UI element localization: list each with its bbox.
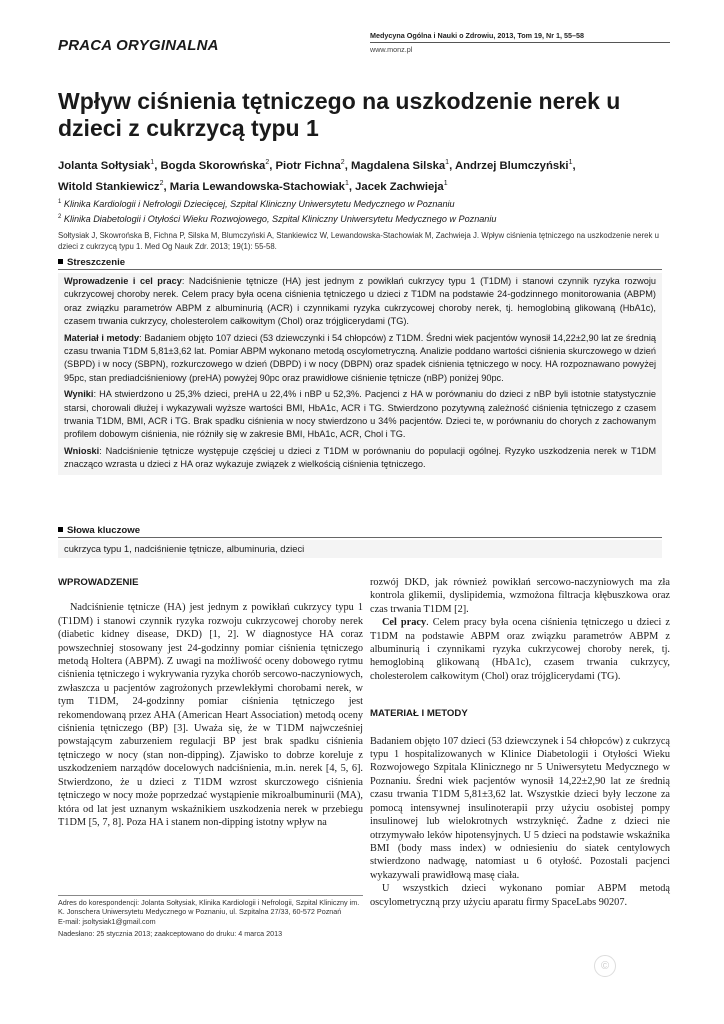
author-list (58, 154, 678, 196)
section-label: PRACA ORYGINALNA (58, 37, 219, 54)
copyright-watermark-icon: © (594, 955, 616, 977)
methods-paragraph: Badaniem objęto 107 dzieci (53 dziewczynek i 54 chłopców) z cukrzycą typu 1 hospitalizowanych w Klinice Diabetologii i Otyłości Wieku Rozwojowego Szpitala Klinicznego nr 5 Uniwersytetu Medycznego w Poznaniu. Średni wiek pacjentów wynosił 14,22±2,90 lat ze średnią czasu trwania T1DM 5,81±3,62 lat. Wszystkie dzieci były leczone za pomocą intensywnej insulinoterapii przy użyciu osobistej pompy insulinowej lub wielokrotnych wstrzyknięć. Żadne z dzieci nie otrzymywało leków hipotensyjnych. U 5 dzieci na podstawie wskaźnika BMI (body mass index) w odniesieniu do siatek centylowych stwierdzono nadwagę, natomiast u 6 otyłość. Pozostali pacjenci wykazywali prawidłową masę ciała. (370, 735, 670, 881)
submission-dates: Nadesłano: 25 stycznia 2013; zaakceptowano do druku: 4 marca 2013 (58, 929, 283, 939)
affiliation: $^2$ Klinika Diabetologii i Otyłości Wieku Rozwojowego, Szpital Kliniczny Uniwersytetu Medycznego w Poznaniu (58, 213, 497, 224)
aim-paragraph: Cel pracy. Celem pracy była ocena ciśnienia tętniczego u dzieci z T1DM na podstawie ABPM oraz związku parametrów ABPM z albuminurią i czynnikami ryzyka cukrzycowej choroby nerek, tj. hemoglobiną glikowaną (HbA1c), czasem trwania cukrzycy, cholesterolem całkowitym (Chol) oraz trójglicerydami (TG). (370, 617, 670, 682)
author: Witold Stankiewicz$^2$, (58, 179, 170, 193)
abstract-results: Wyniki: HA stwierdzono u 25,3% dzieci, preHA u 22,4% i nBP u 52,3%. Pacjenci z HA w porównaniu do dzieci z nBP byli istotnie statystycznie starsi, chorowali dłużej i wykazywali wyższe wartości BMI, HbA1c, ACR i TG. Stwierdzono pozytywną zależność ciśnienia tętniczego z czasem trwania T1DM, BMI, ACR i TG. Brak spadku ciśnienia w nocy stwierdzono u 34% pacjentów. Dzieci te, w porównaniu do chorych z zachowanym profilem dobowym ciśnienia, nie różniły się w zakresie BMI, HbA1c, ACR, Chol i TG. (64, 389, 656, 440)
abstract-intro: Wprowadzenie i cel pracy: Nadciśnienie tętnicze (HA) jest jednym z powikłań cukrzycy typu 1 (T1DM) i stanowi czynnik ryzyka rozwoju cukrzycowej choroby nerek. Celem pracy była ocena ciśnienia tętniczego u dzieci z T1DM na podstawie 24-godzinnego monitorowania (ABPM) oraz związku parametrów ABPM z albuminurią (ACR) i czynnikami ryzyka cukrzycowej choroby nerek, tj. hemoglobiną glikowaną (HbA1c), czasem trwania cukrzycy, cholesterolem całkowitym (Chol) oraz trójglicerydami (TG). (64, 276, 656, 327)
author: Bogda Skorowńska$^2$, (160, 159, 276, 172)
journal-url[interactable]: www.monz.pl (370, 42, 670, 55)
right-column (370, 576, 670, 909)
correspondence-email[interactable]: E-mail: jsoltysiak1@gmail.com (58, 916, 156, 926)
affiliations (58, 196, 678, 225)
methods-paragraph: U wszystkich dzieci wykonano pomiar ABPM metodą oscylometryczną przy użyciu aparatu firmy SpaceLabs 90207. (370, 883, 670, 908)
methods-heading: MATERIAŁ I METODY (370, 708, 468, 720)
citation: Sołtysiak J, Skowrońska B, Fichna P, Silska M, Blumczyński A, Stankiewicz W, Lewandowska-Stachowiak M, Zachwieja J. Wpływ ciśnienia tętniczego na uszkodzenie nerek u dzieci z cukrzycą typu 1. Med Og Nauk Zdr. 2013; 19(1): 55-58. (58, 231, 659, 251)
intro-heading: WPROWADZENIE (58, 577, 139, 588)
article-title: Wpływ ciśnienia tętniczego na uszkodzenie nerek u dzieci z cukrzycą typu 1 (58, 88, 621, 141)
author: Jacek Zachwieja$^1$ (355, 179, 448, 193)
abstract-methods: Materiał i metody: Badaniem objęto 107 dzieci (53 dziewczynki i 54 chłopców) z T1DM. Średni wiek pacjentów wynosił 14,22±2,90 lat ze średnią czasu trwania T1DM 5,81±3,62 lat. Pomiar ABPM wykonano metodą oscylometryczną. Analizie poddano wartości ciśnienia skurczowego w dzień (SBPD) i w nocy (SBPN), rozkurczowego w dzień (DBPD) i w nocy (DBPN) oraz spadek ciśnienia tętniczego w nocy. HA rozpoznawano powyżej 95pc, stan prediadciśnieniowy (preHA) powyżej 90pc oraz prawidłowe ciśnienie tętnicze (nBP) poniżej 90pc. (64, 332, 656, 383)
author: Maria Lewandowska-Stachowiak$^1$, (169, 179, 356, 193)
author: Jolanta Sołtysiak$^1$, (58, 159, 161, 172)
abstract-box (58, 273, 662, 475)
square-bullet-icon (58, 259, 63, 264)
keywords: cukrzyca typu 1, nadciśnienie tętnicze, albuminuria, dzieci (58, 540, 662, 558)
left-column (58, 576, 363, 829)
correspondence-address: Adres do korespondencji: Jolanta Sołtysiak, Klinika Kardiologii i Nefrologii, Szpital Kliniczny im. K. Jonschera Uniwersytetu Medycznego w Poznaniu, ul. Szpitalna 27/33, 60-572 Poznań (58, 898, 360, 917)
author: Piotr Fichna$^2$, (275, 159, 351, 172)
journal-info (370, 31, 670, 54)
intro-paragraph: Nadciśnienie tętnicze (HA) jest jednym z powikłań cukrzycy typu 1 (T1DM) i stanowi czynnik ryzyka rozwoju cukrzycowej choroby nerek (diabetic kidney disease, DKD) [1, 2]. W diagnostyce HA coraz powszechniej stosowany jest 24-godzinny pomiar ciśnienia tętniczego metodą Holtera (ABPM). Z uwagi na możliwość oceny dobowego rytmu ciśnienia tętniczego i wykrywania ryzyka chorób sercowo-naczyniowych, zwłaszcza u pacjentów zagrożonych przewlekłymi chorobami nerek, w tym T1DM, 24-godzinny pomiar ciśnienia tętniczego jest rekomendowaną przez AHA (American Heart Association) metodą oceny ciśnienia tętniczego (BP) [3]. Uważa się, że w T1DM najwcześniej powstającym zaburzeniem regulacji BP jest brak spadku ciśnienia tętniczego w nocy (stan non-dipping). Zjawisko to dobrze koreluje z uszkodzeniem narządów docelowych nadciśnienia, m.in. nerek [4, 5, 6]. Stwierdzono, że u dzieci z T1DM wzrost skurczowego ciśnienia tętniczego w nocy może poprzedzać wystąpienie mikroalbuminurii (MA), która od lat jest uznanym wskaźnikiem uszkodzenia nerek w przebiegu T1DM [5, 7, 8]. Poza HA i stanem non-dipping istotny wpływ na (58, 602, 363, 828)
abstract-conclusions: Wnioski: Nadciśnienie tętnicze występuje częściej u dzieci z T1DM w porównaniu do populacji ogólnej. Ryzyko uszkodzenia nerek w T1DM znacząco wzrasta u dzieci z HA oraz wykazuje związek z wielkością ciśnienia tętniczego. (64, 445, 656, 470)
keywords-heading: Słowa kluczowe (58, 525, 662, 538)
abstract-heading: Streszczenie (58, 257, 662, 270)
intro-paragraph-cont: rozwój DKD, jak również powikłań sercowo-naczyniowych ma zła kontrola glikemii, dyslipidemia, wzmożona filtracja kłębuszkowa oraz czas trwania T1DM [2]. (370, 577, 670, 615)
affiliation: $^1$ Klinika Kardiologii i Nefrologii Dziecięcej, Szpital Kliniczny Uniwersytetu Medycznego w Poznaniu (58, 199, 455, 210)
correspondence-footnote (58, 895, 363, 939)
square-bullet-icon (58, 527, 63, 532)
author: Andrzej Blumczyński$^1$, (454, 159, 576, 172)
journal-name: Medycyna Ogólna i Nauki o Zdrowiu, 2013, Tom 19, Nr 1, 55–58 (370, 31, 584, 40)
author: Magdalena Silska$^1$, (350, 159, 455, 172)
